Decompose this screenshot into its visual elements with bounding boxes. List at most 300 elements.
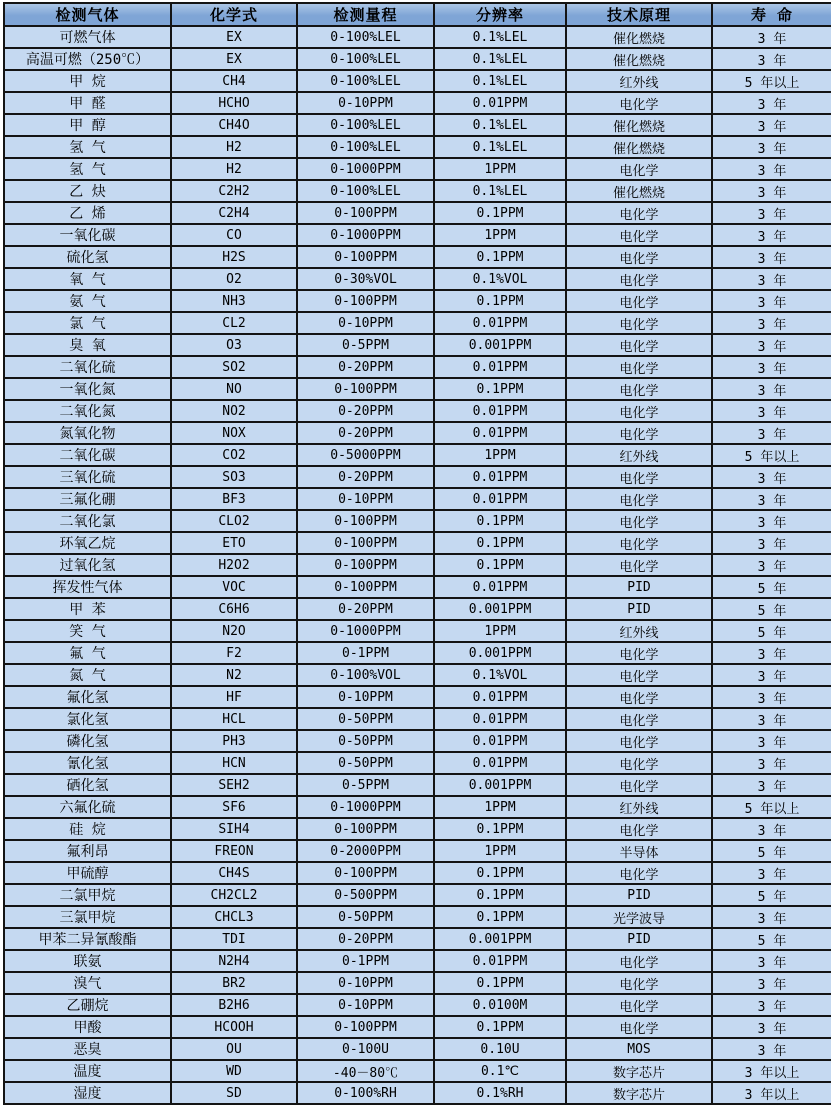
table-cell: CH4 xyxy=(171,70,297,92)
table-cell: HCN xyxy=(171,752,297,774)
table-cell: 0-2000PPM xyxy=(297,840,434,862)
table-cell: 3 年 xyxy=(712,246,831,268)
table-row xyxy=(4,752,831,774)
table-cell: 氮氧化物 xyxy=(4,422,171,444)
table-cell: EX xyxy=(171,26,297,48)
table-cell: 0.1PPM xyxy=(434,290,566,312)
table-cell: 5 年 xyxy=(712,620,831,642)
table-row xyxy=(4,224,831,246)
table-cell: CH2CL2 xyxy=(171,884,297,906)
table-cell: 一氧化碳 xyxy=(4,224,171,246)
table-cell: 3 年 xyxy=(712,356,831,378)
table-body xyxy=(4,26,831,1104)
table-cell: 乙硼烷 xyxy=(4,994,171,1016)
table-cell: 0.01PPM xyxy=(434,92,566,114)
table-cell: NO xyxy=(171,378,297,400)
table-row xyxy=(4,906,831,928)
table-cell: 0-100PPM xyxy=(297,818,434,840)
table-cell: 0-100%LEL xyxy=(297,136,434,158)
table-cell: 0.1PPM xyxy=(434,378,566,400)
table-row xyxy=(4,422,831,444)
table-cell: EX xyxy=(171,48,297,70)
table-cell: SD xyxy=(171,1082,297,1104)
table-cell: 3 年 xyxy=(712,818,831,840)
table-cell: 3 年 xyxy=(712,158,831,180)
table-cell: 电化学 xyxy=(566,334,712,356)
table-cell: H2 xyxy=(171,158,297,180)
table-cell: 臭 氧 xyxy=(4,334,171,356)
table-cell: 0.1PPM xyxy=(434,202,566,224)
table-cell: 0.001PPM xyxy=(434,598,566,620)
table-cell: 0.1%VOL xyxy=(434,268,566,290)
table-cell: CLO2 xyxy=(171,510,297,532)
table-cell: 3 年 xyxy=(712,114,831,136)
table-cell: 5 年以上 xyxy=(712,444,831,466)
table-cell: 3 年 xyxy=(712,994,831,1016)
table-cell: 环氧乙烷 xyxy=(4,532,171,554)
table-cell: 氢 气 xyxy=(4,158,171,180)
table-cell: NO2 xyxy=(171,400,297,422)
table-cell: 0.01PPM xyxy=(434,752,566,774)
table-cell: 0-100%LEL xyxy=(297,48,434,70)
table-cell: HCHO xyxy=(171,92,297,114)
table-row xyxy=(4,774,831,796)
table-cell: 0.01PPM xyxy=(434,686,566,708)
table-cell: 电化学 xyxy=(566,92,712,114)
table-cell: 0-50PPM xyxy=(297,730,434,752)
table-cell: 电化学 xyxy=(566,400,712,422)
table-cell: 3 年 xyxy=(712,136,831,158)
table-cell: 电化学 xyxy=(566,730,712,752)
table-cell: 0-100%LEL xyxy=(297,180,434,202)
table-cell: 3 年 xyxy=(712,422,831,444)
table-cell: 二氧化碳 xyxy=(4,444,171,466)
table-cell: 半导体 xyxy=(566,840,712,862)
table-cell: 0-50PPM xyxy=(297,708,434,730)
table-cell: NOX xyxy=(171,422,297,444)
table-cell: 电化学 xyxy=(566,532,712,554)
table-cell: 0.1PPM xyxy=(434,884,566,906)
table-cell: 1PPM xyxy=(434,444,566,466)
table-row xyxy=(4,1038,831,1060)
table-cell: 电化学 xyxy=(566,268,712,290)
table-cell: BR2 xyxy=(171,972,297,994)
table-row xyxy=(4,202,831,224)
table-cell: 0.1%LEL xyxy=(434,48,566,70)
column-header: 技术原理 xyxy=(566,3,712,26)
table-cell: PID xyxy=(566,576,712,598)
table-cell: 氰化氢 xyxy=(4,752,171,774)
table-cell: 氟化氢 xyxy=(4,686,171,708)
table-cell: 5 年以上 xyxy=(712,796,831,818)
table-cell: 电化学 xyxy=(566,488,712,510)
table-cell: 溴气 xyxy=(4,972,171,994)
table-cell: SIH4 xyxy=(171,818,297,840)
table-cell: 0.01PPM xyxy=(434,730,566,752)
table-cell: 硒化氢 xyxy=(4,774,171,796)
gas-sensor-spec-table xyxy=(3,2,831,1105)
table-cell: PH3 xyxy=(171,730,297,752)
table-row xyxy=(4,444,831,466)
table-cell: 0-100U xyxy=(297,1038,434,1060)
table-cell: 0-100%RH xyxy=(297,1082,434,1104)
table-cell: SO3 xyxy=(171,466,297,488)
table-cell: 数字芯片 xyxy=(566,1082,712,1104)
table-cell: BF3 xyxy=(171,488,297,510)
table-cell: 1PPM xyxy=(434,224,566,246)
table-row xyxy=(4,70,831,92)
table-cell: 0.10U xyxy=(434,1038,566,1060)
column-header: 寿 命 xyxy=(712,3,831,26)
table-cell: PID xyxy=(566,884,712,906)
table-cell: 0-20PPM xyxy=(297,928,434,950)
table-row xyxy=(4,950,831,972)
table-cell: 0-10PPM xyxy=(297,994,434,1016)
table-cell: 二氧化氮 xyxy=(4,400,171,422)
table-cell: 0-100PPM xyxy=(297,532,434,554)
table-cell: 0.0100M xyxy=(434,994,566,1016)
table-cell: 光学波导 xyxy=(566,906,712,928)
table-cell: NH3 xyxy=(171,290,297,312)
table-cell: 联氨 xyxy=(4,950,171,972)
table-cell: 0.1PPM xyxy=(434,246,566,268)
table-cell: 0-100PPM xyxy=(297,1016,434,1038)
table-cell: 0.1%LEL xyxy=(434,114,566,136)
table-cell: 电化学 xyxy=(566,642,712,664)
table-row xyxy=(4,576,831,598)
table-cell: 硅 烷 xyxy=(4,818,171,840)
column-header: 检测量程 xyxy=(297,3,434,26)
table-row xyxy=(4,884,831,906)
table-cell: 0.01PPM xyxy=(434,950,566,972)
table-cell: 3 年 xyxy=(712,488,831,510)
table-cell: N2O xyxy=(171,620,297,642)
table-cell: 0-20PPM xyxy=(297,598,434,620)
table-cell: 0-1000PPM xyxy=(297,224,434,246)
table-cell: 乙 炔 xyxy=(4,180,171,202)
table-cell: 电化学 xyxy=(566,466,712,488)
table-cell: N2 xyxy=(171,664,297,686)
table-cell: 3 年 xyxy=(712,906,831,928)
table-cell: 0.01PPM xyxy=(434,576,566,598)
table-cell: 3 年 xyxy=(712,664,831,686)
table-cell: 0.01PPM xyxy=(434,488,566,510)
table-row xyxy=(4,928,831,950)
table-cell: 六氟化硫 xyxy=(4,796,171,818)
table-cell: 电化学 xyxy=(566,554,712,576)
table-cell: 甲硫醇 xyxy=(4,862,171,884)
table-row xyxy=(4,114,831,136)
table-row xyxy=(4,356,831,378)
table-cell: 电化学 xyxy=(566,950,712,972)
table-row xyxy=(4,180,831,202)
table-cell: 0.1%LEL xyxy=(434,136,566,158)
table-cell: 电化学 xyxy=(566,202,712,224)
table-cell: 0.1%VOL xyxy=(434,664,566,686)
table-row xyxy=(4,466,831,488)
table-row xyxy=(4,1060,831,1082)
table-cell: 电化学 xyxy=(566,422,712,444)
table-cell: 5 年 xyxy=(712,884,831,906)
table-row xyxy=(4,1082,831,1104)
table-cell: C6H6 xyxy=(171,598,297,620)
column-header: 化学式 xyxy=(171,3,297,26)
table-cell: 0-500PPM xyxy=(297,884,434,906)
table-cell: 3 年 xyxy=(712,202,831,224)
table-cell: 电化学 xyxy=(566,774,712,796)
table-cell: 0.001PPM xyxy=(434,642,566,664)
table-cell: 1PPM xyxy=(434,840,566,862)
table-row xyxy=(4,158,831,180)
table-cell: H2S xyxy=(171,246,297,268)
header-row xyxy=(4,3,831,26)
table-cell: 0-1000PPM xyxy=(297,158,434,180)
table-cell: 氯 气 xyxy=(4,312,171,334)
table-cell: 红外线 xyxy=(566,620,712,642)
table-row xyxy=(4,48,831,70)
table-cell: 电化学 xyxy=(566,246,712,268)
table-cell: 电化学 xyxy=(566,378,712,400)
table-cell: 挥发性气体 xyxy=(4,576,171,598)
table-cell: 0.01PPM xyxy=(434,312,566,334)
table-row xyxy=(4,400,831,422)
table-cell: 甲苯二异氰酸酯 xyxy=(4,928,171,950)
table-cell: HCOOH xyxy=(171,1016,297,1038)
table-cell: C2H4 xyxy=(171,202,297,224)
table-row xyxy=(4,92,831,114)
table-row xyxy=(4,488,831,510)
table-cell: CO2 xyxy=(171,444,297,466)
table-cell: 氟利昂 xyxy=(4,840,171,862)
table-cell: 甲 醛 xyxy=(4,92,171,114)
table-cell: 3 年 xyxy=(712,312,831,334)
table-cell: 3 年以上 xyxy=(712,1060,831,1082)
table-cell: CO xyxy=(171,224,297,246)
table-cell: 0-100%VOL xyxy=(297,664,434,686)
table-cell: 0-20PPM xyxy=(297,422,434,444)
table-cell: 3 年 xyxy=(712,378,831,400)
table-row xyxy=(4,708,831,730)
table-cell: N2H4 xyxy=(171,950,297,972)
table-cell: O3 xyxy=(171,334,297,356)
table-cell: HCL xyxy=(171,708,297,730)
table-cell: 0-10PPM xyxy=(297,488,434,510)
table-cell: WD xyxy=(171,1060,297,1082)
table-cell: 5 年以上 xyxy=(712,70,831,92)
table-cell: 0.01PPM xyxy=(434,356,566,378)
table-cell: 甲 醇 xyxy=(4,114,171,136)
table-row xyxy=(4,1016,831,1038)
table-cell: 0-100PPM xyxy=(297,576,434,598)
table-cell: 0.1PPM xyxy=(434,862,566,884)
table-cell: 催化燃烧 xyxy=(566,180,712,202)
table-cell: 0-20PPM xyxy=(297,466,434,488)
table-cell: 乙 烯 xyxy=(4,202,171,224)
table-cell: 0-20PPM xyxy=(297,400,434,422)
table-cell: 电化学 xyxy=(566,862,712,884)
table-cell: 0.01PPM xyxy=(434,400,566,422)
table-cell: 氟 气 xyxy=(4,642,171,664)
table-cell: 0-10PPM xyxy=(297,972,434,994)
table-row xyxy=(4,862,831,884)
table-cell: 甲酸 xyxy=(4,1016,171,1038)
table-cell: 二氯甲烷 xyxy=(4,884,171,906)
table-cell: 0-100PPM xyxy=(297,862,434,884)
table-cell: 0.001PPM xyxy=(434,928,566,950)
table-cell: 0.1PPM xyxy=(434,972,566,994)
table-cell: 0-100PPM xyxy=(297,378,434,400)
table-row xyxy=(4,598,831,620)
table-cell: 1PPM xyxy=(434,796,566,818)
table-cell: 0.01PPM xyxy=(434,466,566,488)
table-cell: 0-5PPM xyxy=(297,334,434,356)
table-cell: 电化学 xyxy=(566,994,712,1016)
table-cell: 电化学 xyxy=(566,356,712,378)
table-cell: 甲 苯 xyxy=(4,598,171,620)
table-cell: 电化学 xyxy=(566,1016,712,1038)
table-row xyxy=(4,510,831,532)
table-cell: 1PPM xyxy=(434,620,566,642)
table-cell: 数字芯片 xyxy=(566,1060,712,1082)
table-row xyxy=(4,994,831,1016)
table-cell: 电化学 xyxy=(566,664,712,686)
table-row xyxy=(4,664,831,686)
table-cell: 0-100%LEL xyxy=(297,26,434,48)
table-cell: 0.1PPM xyxy=(434,532,566,554)
table-cell: 二氧化硫 xyxy=(4,356,171,378)
table-cell: B2H6 xyxy=(171,994,297,1016)
table-cell: 温度 xyxy=(4,1060,171,1082)
table-cell: 0-100%LEL xyxy=(297,70,434,92)
table-cell: 3 年 xyxy=(712,686,831,708)
table-cell: MOS xyxy=(566,1038,712,1060)
table-cell: 磷化氢 xyxy=(4,730,171,752)
table-row xyxy=(4,620,831,642)
table-cell: 5 年 xyxy=(712,576,831,598)
table-cell: 0-1000PPM xyxy=(297,620,434,642)
table-cell: 电化学 xyxy=(566,312,712,334)
table-cell: H2 xyxy=(171,136,297,158)
table-cell: 0-1000PPM xyxy=(297,796,434,818)
table-cell: 3 年 xyxy=(712,950,831,972)
table-cell: 3 年 xyxy=(712,1038,831,1060)
table-cell: 三氟化硼 xyxy=(4,488,171,510)
table-cell: 3 年以上 xyxy=(712,1082,831,1104)
table-cell: 红外线 xyxy=(566,796,712,818)
table-cell: 3 年 xyxy=(712,1016,831,1038)
table-cell: 0-100PPM xyxy=(297,510,434,532)
table-cell: 氯化氢 xyxy=(4,708,171,730)
table-cell: 3 年 xyxy=(712,642,831,664)
table-cell: 电化学 xyxy=(566,290,712,312)
table-row xyxy=(4,818,831,840)
table-cell: PID xyxy=(566,928,712,950)
table-cell: 电化学 xyxy=(566,158,712,180)
table-cell: 0.1PPM xyxy=(434,906,566,928)
table-cell: 1PPM xyxy=(434,158,566,180)
table-cell: 高温可燃（250℃） xyxy=(4,48,171,70)
table-row xyxy=(4,136,831,158)
table-cell: 3 年 xyxy=(712,268,831,290)
table-cell: 5 年 xyxy=(712,840,831,862)
table-cell: CH4O xyxy=(171,114,297,136)
table-cell: 催化燃烧 xyxy=(566,48,712,70)
table-cell: H2O2 xyxy=(171,554,297,576)
table-row xyxy=(4,554,831,576)
table-cell: 一氧化氮 xyxy=(4,378,171,400)
table-cell: 0.1%LEL xyxy=(434,180,566,202)
table-cell: 3 年 xyxy=(712,26,831,48)
table-cell: 3 年 xyxy=(712,466,831,488)
table-cell: 3 年 xyxy=(712,532,831,554)
table-cell: 0-100PPM xyxy=(297,554,434,576)
table-cell: 0-10PPM xyxy=(297,686,434,708)
table-cell: 0.1PPM xyxy=(434,554,566,576)
table-cell: 0.1%LEL xyxy=(434,70,566,92)
table-row xyxy=(4,642,831,664)
table-cell: 5 年 xyxy=(712,598,831,620)
table-cell: 硫化氢 xyxy=(4,246,171,268)
table-cell: CH4S xyxy=(171,862,297,884)
table-cell: -40－80℃ xyxy=(297,1060,434,1082)
table-cell: 3 年 xyxy=(712,554,831,576)
table-cell: 0-100%LEL xyxy=(297,114,434,136)
table-cell: 0.1PPM xyxy=(434,1016,566,1038)
table-cell: 催化燃烧 xyxy=(566,136,712,158)
table-cell: 电化学 xyxy=(566,686,712,708)
table-cell: FREON xyxy=(171,840,297,862)
table-cell: VOC xyxy=(171,576,297,598)
table-cell: 氨 气 xyxy=(4,290,171,312)
table-cell: 0.1%LEL xyxy=(434,26,566,48)
table-cell: HF xyxy=(171,686,297,708)
table-cell: 红外线 xyxy=(566,70,712,92)
table-cell: 笑 气 xyxy=(4,620,171,642)
table-cell: 电化学 xyxy=(566,818,712,840)
table-cell: 3 年 xyxy=(712,290,831,312)
table-cell: 3 年 xyxy=(712,400,831,422)
table-cell: 3 年 xyxy=(712,972,831,994)
table-header xyxy=(4,3,831,26)
table-row xyxy=(4,686,831,708)
table-cell: 恶臭 xyxy=(4,1038,171,1060)
table-cell: 0-10PPM xyxy=(297,312,434,334)
table-row xyxy=(4,268,831,290)
table-row xyxy=(4,532,831,554)
table-cell: 0-5PPM xyxy=(297,774,434,796)
table-row xyxy=(4,378,831,400)
table-cell: 0.001PPM xyxy=(434,774,566,796)
table-cell: 3 年 xyxy=(712,510,831,532)
table-cell: 二氧化氯 xyxy=(4,510,171,532)
table-cell: ETO xyxy=(171,532,297,554)
table-cell: 3 年 xyxy=(712,224,831,246)
table-cell: 0-10PPM xyxy=(297,92,434,114)
table-row xyxy=(4,312,831,334)
table-cell: CHCL3 xyxy=(171,906,297,928)
table-cell: 三氯甲烷 xyxy=(4,906,171,928)
table-cell: 0-1PPM xyxy=(297,642,434,664)
table-cell: 0-100PPM xyxy=(297,202,434,224)
table-cell: 过氧化氢 xyxy=(4,554,171,576)
table-cell: 电化学 xyxy=(566,224,712,246)
table-cell: 3 年 xyxy=(712,774,831,796)
column-header: 分辨率 xyxy=(434,3,566,26)
table-cell: 3 年 xyxy=(712,862,831,884)
table-cell: CL2 xyxy=(171,312,297,334)
table-cell: SO2 xyxy=(171,356,297,378)
table-cell: 5 年 xyxy=(712,928,831,950)
